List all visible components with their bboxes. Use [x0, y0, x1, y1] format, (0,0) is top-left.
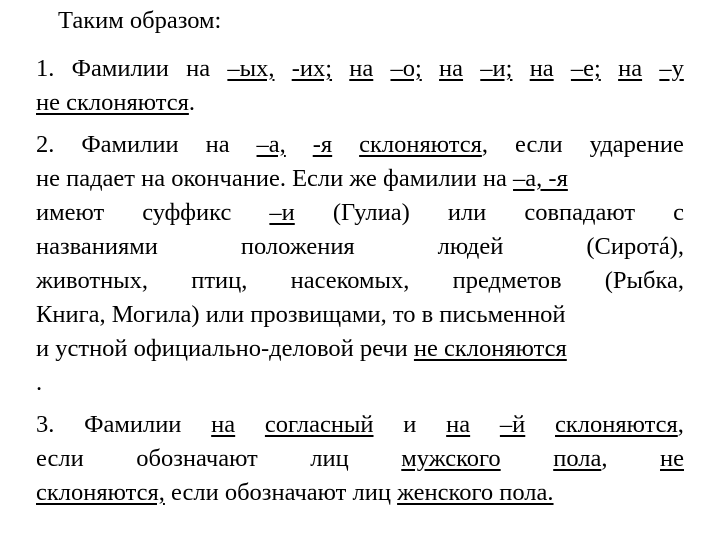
word: предметов	[452, 267, 562, 294]
word: (Гулиа)	[332, 199, 410, 226]
word: согласный	[264, 411, 374, 438]
word: мужского	[401, 445, 501, 472]
text-run: и устной официально-деловой речи	[36, 335, 414, 362]
word: -их;	[291, 55, 333, 82]
word: животных,	[36, 267, 149, 294]
word: –и	[269, 199, 295, 226]
word: названиями	[36, 233, 158, 260]
word: ,	[481, 131, 489, 158]
word: –й	[499, 411, 526, 438]
word: и	[403, 411, 417, 438]
item-3-line-2	[36, 444, 684, 474]
text-run: Книга, Могила) или прозвищами, то в письменной	[36, 301, 566, 328]
word: –е;	[570, 55, 601, 82]
word: -я	[312, 131, 333, 158]
word: на	[205, 131, 230, 158]
word: лиц	[310, 445, 349, 472]
word: не склоняются	[36, 89, 189, 116]
word: 1.	[36, 55, 55, 82]
word: суффикс	[142, 199, 232, 226]
item-2-line-1	[36, 130, 684, 160]
word: Фамилии	[81, 131, 179, 158]
word: на	[529, 55, 554, 82]
word: ударение	[589, 131, 684, 158]
word: Фамилии	[84, 411, 182, 438]
word: если	[514, 131, 563, 158]
word: .	[36, 369, 43, 396]
item-2-line-2	[36, 164, 684, 194]
word: на	[186, 55, 211, 82]
word: 3.	[36, 411, 55, 438]
slide-title: Таким образом:	[58, 7, 222, 34]
word	[555, 410, 684, 440]
word: положения	[240, 233, 355, 260]
word: на	[349, 55, 374, 82]
word: не склоняются	[413, 335, 567, 362]
word: имеют	[36, 199, 105, 226]
word: обозначают	[136, 445, 258, 472]
word: 2.	[36, 131, 55, 158]
word: с	[673, 199, 684, 226]
item-2-line-4	[36, 232, 684, 262]
word: на	[439, 55, 464, 82]
word: склоняются	[359, 131, 482, 158]
item-2-line-5	[36, 266, 684, 296]
word: склоняются	[555, 411, 678, 438]
word: птиц,	[191, 267, 248, 294]
word: людей	[437, 233, 504, 260]
item-2-line-3	[36, 198, 684, 228]
word: если	[36, 445, 84, 472]
item-2-line-8	[36, 368, 684, 398]
word: или	[447, 199, 487, 226]
word: –а,	[256, 131, 286, 158]
word: .	[188, 89, 195, 116]
word: на	[211, 411, 236, 438]
item-2-line-6	[36, 300, 684, 330]
word: Фамилии	[71, 55, 169, 82]
word: пола	[553, 445, 602, 472]
word: насекомых,	[290, 267, 410, 294]
text-run: если обозначают лиц	[164, 479, 398, 506]
word: –и;	[480, 55, 513, 82]
item-2-line-7	[36, 334, 684, 364]
item-1-line-1	[36, 54, 684, 84]
word: –ых,	[227, 55, 275, 82]
word: –о;	[390, 55, 422, 82]
word: совпадают	[524, 199, 636, 226]
word: не	[660, 445, 684, 472]
word: склоняются,	[36, 479, 165, 506]
word: на	[618, 55, 643, 82]
word	[553, 444, 607, 474]
word: (Рыбка,	[604, 267, 684, 294]
item-1-line-2	[36, 88, 684, 118]
item-3-line-1	[36, 410, 684, 440]
word: ,	[677, 411, 684, 438]
word: (Сиротá),	[586, 233, 684, 260]
word: женского пола.	[397, 479, 554, 506]
word: на	[446, 411, 471, 438]
item-3-line-3	[36, 478, 684, 508]
word	[359, 130, 488, 160]
word: –а, -я	[513, 165, 568, 192]
text-run: не падает на окончание. Если же фамилии на	[36, 165, 514, 192]
word: ,	[601, 445, 608, 472]
word: –у	[659, 55, 684, 82]
